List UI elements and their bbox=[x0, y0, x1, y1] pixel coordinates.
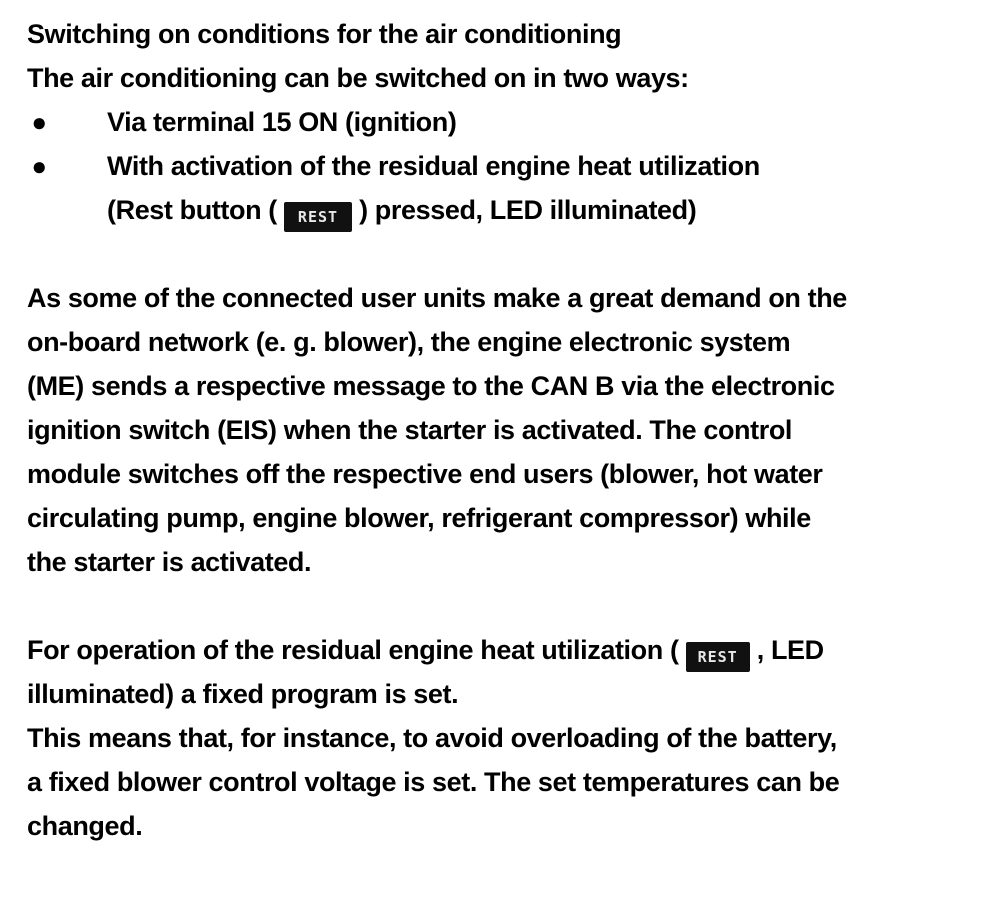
paragraph-line: changed. bbox=[27, 811, 143, 841]
list-item-text: With activation of the residual engine heat utilization bbox=[107, 151, 760, 181]
paragraph-spacer bbox=[27, 232, 987, 276]
paragraph-line: a fixed blower control voltage is set. The set temperatures can be bbox=[27, 767, 840, 797]
paragraph-line: the starter is activated. bbox=[27, 547, 312, 577]
list-item-text: (Rest button ( bbox=[107, 195, 277, 225]
rest-button-icon: REST bbox=[686, 642, 750, 672]
paragraph-text: , LED bbox=[756, 635, 824, 665]
paragraph-line bbox=[27, 628, 987, 672]
paragraph-can-b bbox=[27, 276, 987, 584]
bullet-icon: ● bbox=[31, 107, 47, 137]
intro-text: The air conditioning can be switched on in two ways: bbox=[27, 63, 689, 93]
paragraph-line: illuminated) a fixed program is set. bbox=[27, 679, 459, 709]
document-page bbox=[27, 12, 987, 848]
paragraph-line: As some of the connected user units make a great demand on the bbox=[27, 283, 847, 313]
paragraph-line: on-board network (e. g. blower), the engine electronic system bbox=[27, 327, 791, 357]
paragraph-line: module switches off the respective end users (blower, hot water bbox=[27, 459, 823, 489]
rest-button-icon: REST bbox=[284, 202, 352, 232]
paragraph-text: For operation of the residual engine heat utilization ( bbox=[27, 635, 679, 665]
paragraph-spacer bbox=[27, 584, 987, 628]
list-item-text: ) pressed, LED illuminated) bbox=[359, 195, 697, 225]
section-heading: Switching on conditions for the air conditioning bbox=[27, 19, 622, 49]
paragraph-residual-heat bbox=[27, 628, 987, 848]
list-item-text: Via terminal 15 ON (ignition) bbox=[107, 107, 457, 137]
paragraph-line: circulating pump, engine blower, refrigerant compressor) while bbox=[27, 503, 811, 533]
bullet-icon: ● bbox=[31, 151, 47, 181]
list-item bbox=[27, 144, 987, 188]
paragraph-line: (ME) sends a respective message to the CAN B via the electronic bbox=[27, 371, 835, 401]
list-item-continuation bbox=[27, 188, 987, 232]
paragraph-line: This means that, for instance, to avoid overloading of the battery, bbox=[27, 723, 837, 753]
paragraph-line: ignition switch (EIS) when the starter is activated. The control bbox=[27, 415, 793, 445]
list-item bbox=[27, 100, 987, 144]
